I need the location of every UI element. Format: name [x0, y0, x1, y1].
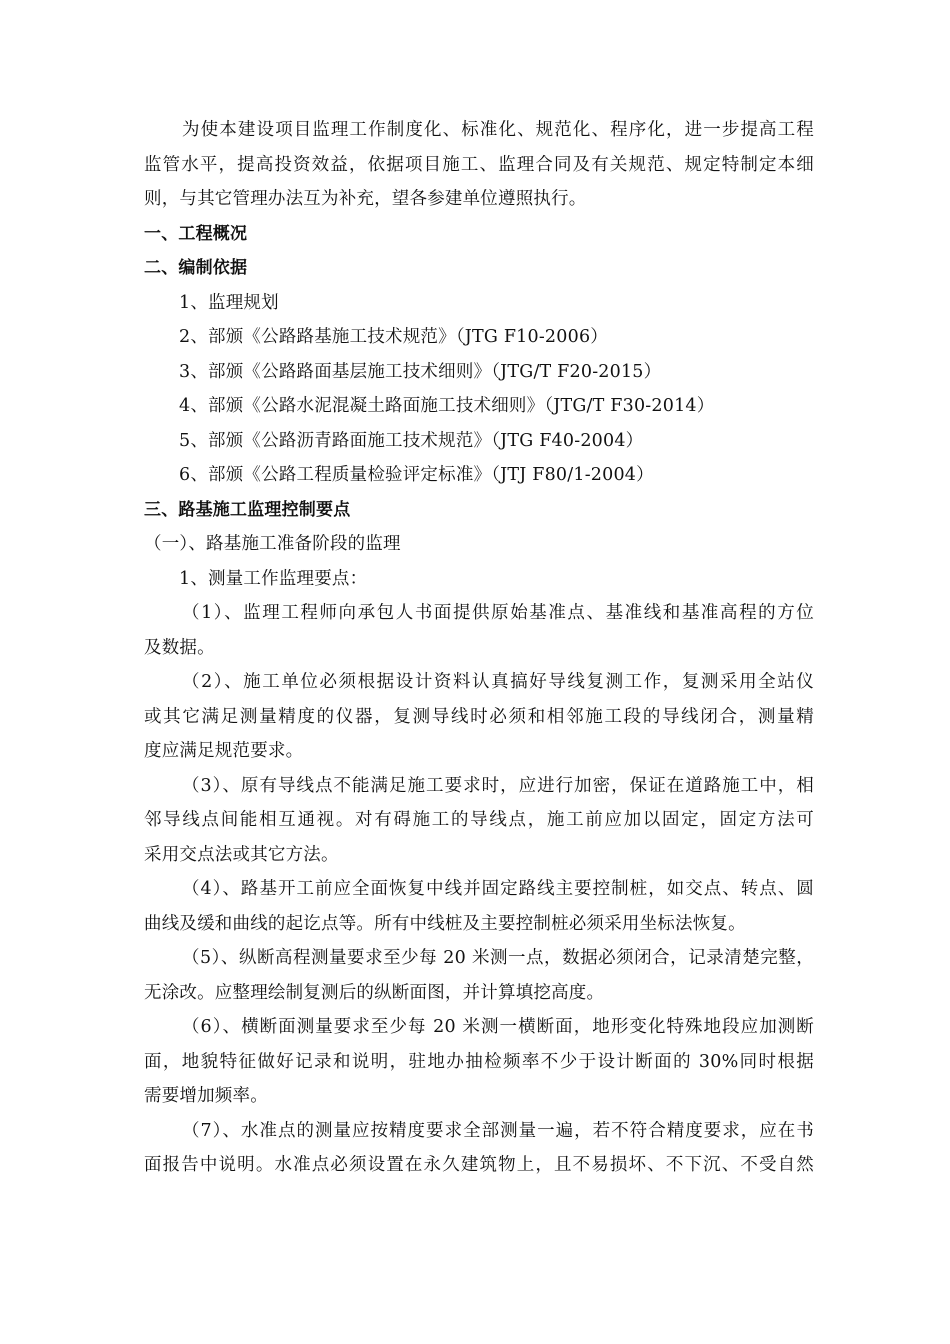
item-6-line-1: （6）、横断面测量要求至少每 20 米测一横断面，地形变化特殊地段应加测断 [182, 1017, 814, 1037]
item-4-line-1: （4）、路基开工前应全面恢复中线并固定路线主要控制桩，如交点、转点、圆 [182, 879, 814, 899]
item-5-line-2: 无涂改。应整理绘制复测后的纵断面图，并计算填挖高度。 [144, 982, 605, 1003]
item-2-line-1: （2）、施工单位必须根据设计资料认真搞好导线复测工作，复测采用全站仪 [182, 672, 814, 692]
item-4-line-2: 曲线及缓和曲线的起讫点等。所有中线桩及主要控制桩必须采用坐标法恢复。 [144, 913, 746, 934]
item-2-line-2: 或其它满足测量精度的仪器，复测导线时必须和相邻施工段的导线闭合，测量精 [144, 706, 814, 727]
item-3-line-3: 采用交点法或其它方法。 [144, 844, 339, 865]
item-1-line-2: 及数据。 [144, 637, 215, 658]
subsection-heading: （一）、路基施工准备阶段的监理 [144, 534, 401, 554]
document-page [144, 113, 814, 1183]
intro-line-1: 为使本建设项目监理工作制度化、标准化、规范化、程序化，进一步提高工程 [182, 120, 814, 140]
item-2-line-3: 度应满足规范要求。 [144, 741, 304, 761]
item-3-line-2: 邻导线点间能相互通视。对有碍施工的导线点，施工前应加以固定，固定方法可 [144, 810, 814, 830]
measure-title: 1、测量工作监理要点： [179, 568, 368, 589]
item-7-line-2: 面报告中说明。水准点必须设置在永久建筑物上，且不易损坏、不下沉、不受自然 [144, 1155, 814, 1175]
basis-item-6: 6、部颁《公路工程质量检验评定标准》（JTJ F80/1-2004） [179, 465, 654, 485]
basis-item-3: 3、部颁《公路路面基层施工技术细则》（JTG/T F20-2015） [179, 361, 662, 382]
basis-item-5: 5、部颁《公路沥青路面施工技术规范》（JTG F40-2004） [179, 430, 644, 451]
item-3-line-1: （3）、原有导线点不能满足施工要求时，应进行加密，保证在道路施工中，相 [182, 775, 814, 796]
intro-line-2: 监管水平，提高投资效益，依据项目施工、监理合同及有关规范、规定特制定本细 [144, 154, 814, 175]
section-heading-2: 二、编制依据 [144, 258, 248, 278]
basis-item-2: 2、部颁《公路路基施工技术规范》（JTG F10-2006） [179, 327, 608, 347]
intro-line-3: 则，与其它管理办法互为补充，望各参建单位遵照执行。 [144, 189, 587, 209]
item-6-line-3: 需要增加频率。 [144, 1086, 268, 1106]
section-heading-3: 三、路基施工监理控制要点 [144, 499, 351, 520]
item-1-line-1: （1）、监理工程师向承包人书面提供原始基准点、基准线和基准高程的方位 [182, 603, 814, 623]
basis-item-4: 4、部颁《公路水泥混凝土路面施工技术细则》（JTG/T F30-2014） [179, 396, 715, 416]
basis-item-1: 1、监理规划 [179, 292, 279, 313]
item-6-line-2: 面，地貌特征做好记录和说明，驻地办抽检频率不少于设计断面的 30%同时根据 [144, 1051, 814, 1072]
section-heading-1: 一、工程概况 [144, 223, 248, 244]
item-7-line-1: （7）、水准点的测量应按精度要求全部测量一遍，若不符合精度要求，应在书 [182, 1120, 814, 1141]
item-5-line-1: （5）、纵断高程测量要求至少每 20 米测一点，数据必须闭合，记录清楚完整， [182, 948, 814, 968]
